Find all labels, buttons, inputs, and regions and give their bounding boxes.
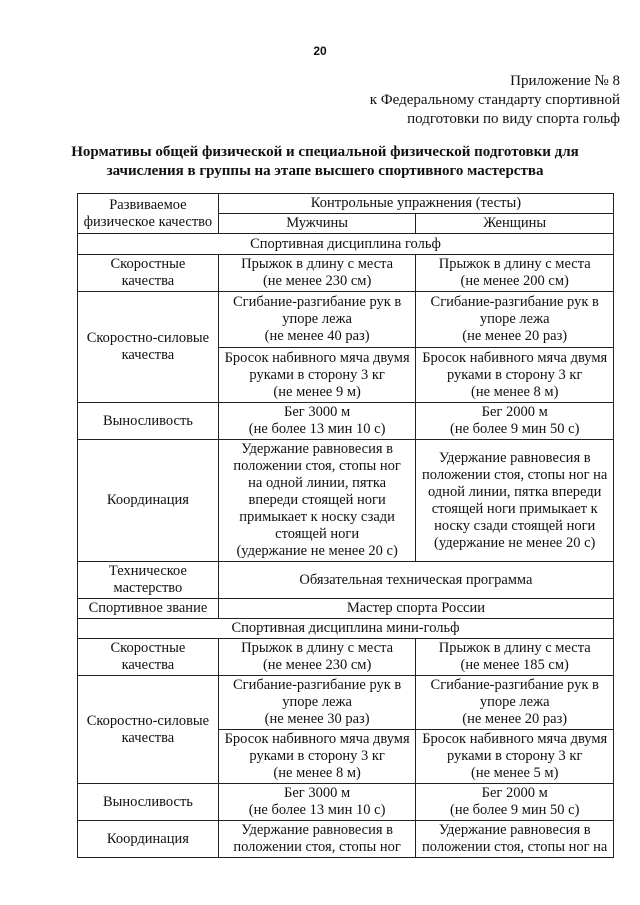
section-title-golf: Спортивная дисциплина гольф (78, 234, 614, 255)
men-norm-cell: Сгибание-разгибание рук в упоре лежа (не менее 30 раз) (218, 676, 416, 730)
women-norm-cell: Прыжок в длину с места (не менее 185 см) (416, 639, 614, 676)
women-norm-cell: Удержание равновесия в положении стоя, стопы ног на одной линии, пятка впереди стоящей ноги примыкает к носку сзади стоящей ноги (удержание не менее 20 с) (416, 440, 614, 562)
section-row (78, 234, 614, 255)
quality-cell: Координация (78, 821, 219, 858)
men-norm-cell: Сгибание-разгибание рук в упоре лежа (не менее 40 раз) (218, 292, 416, 348)
women-norm-cell: Сгибание-разгибание рук в упоре лежа (не менее 20 раз) (416, 676, 614, 730)
document-title (60, 143, 590, 181)
table-row (78, 292, 614, 348)
table-row (78, 639, 614, 676)
men-norm-cell: Удержание равновесия в положении стоя, стопы ног на одной линии, пятка впереди стоящей ноги примыкает к носку сзади стоящей ноги (удержание не менее 20 с) (218, 440, 416, 562)
men-norm-cell: Бег 3000 м (не более 13 мин 10 с) (218, 784, 416, 821)
table-row (78, 403, 614, 440)
men-norm-cell: Прыжок в длину с места (не менее 230 см) (218, 639, 416, 676)
table-row (78, 821, 614, 858)
appendix-line: к Федеральному стандарту спортивной (369, 92, 620, 108)
quality-cell: Координация (78, 440, 219, 562)
header-quality: Развиваемое физическое качество (78, 194, 219, 234)
table-header-row (78, 194, 614, 214)
women-norm-cell: Прыжок в длину с места (не менее 200 см) (416, 255, 614, 292)
page-number: 20 (313, 44, 327, 58)
header-women: Женщины (416, 214, 614, 234)
quality-cell: Техническое мастерство (78, 562, 219, 599)
table-row (78, 676, 614, 730)
header-men: Мужчины (218, 214, 416, 234)
table-row (78, 599, 614, 619)
technique-value-cell: Обязательная техническая программа (218, 562, 613, 599)
appendix-header (370, 72, 620, 129)
quality-cell: Скоростные качества (78, 639, 219, 676)
women-norm-cell: Бег 2000 м (не более 9 мин 50 с) (416, 784, 614, 821)
section-row (78, 619, 614, 639)
men-norm-cell: Прыжок в длину с места (не менее 230 см) (218, 255, 416, 292)
quality-cell: Выносливость (78, 403, 219, 440)
title-line: зачисления в группы на этапе высшего спортивного мастерства (106, 163, 544, 179)
men-norm-cell: Бег 3000 м (не более 13 мин 10 с) (218, 403, 416, 440)
quality-cell: Скоростно-силовые качества (78, 676, 219, 784)
appendix-line: Приложение № 8 (510, 73, 620, 89)
men-norm-cell: Бросок набивного мяча двумя руками в сторону 3 кг (не менее 9 м) (218, 348, 416, 403)
women-norm-cell: Сгибание-разгибание рук в упоре лежа (не менее 20 раз) (416, 292, 614, 348)
rank-value-cell: Мастер спорта России (218, 599, 613, 619)
table-row (78, 440, 614, 562)
women-norm-cell: Бросок набивного мяча двумя руками в сторону 3 кг (не менее 5 м) (416, 730, 614, 784)
quality-cell: Скоростные качества (78, 255, 219, 292)
table-row (78, 255, 614, 292)
women-norm-cell: Бросок набивного мяча двумя руками в сторону 3 кг (не менее 8 м) (416, 348, 614, 403)
quality-cell: Выносливость (78, 784, 219, 821)
table-row (78, 784, 614, 821)
men-norm-cell: Бросок набивного мяча двумя руками в сторону 3 кг (не менее 8 м) (218, 730, 416, 784)
quality-cell: Спортивное звание (78, 599, 219, 619)
men-norm-cell: Удержание равновесия в положении стоя, стопы ног (218, 821, 416, 858)
women-norm-cell: Удержание равновесия в положении стоя, стопы ног на (416, 821, 614, 858)
header-tests: Контрольные упражнения (тесты) (218, 194, 613, 214)
section-title-minigolf: Спортивная дисциплина мини-гольф (78, 619, 614, 639)
standards-table (77, 193, 614, 858)
women-norm-cell: Бег 2000 м (не более 9 мин 50 с) (416, 403, 614, 440)
quality-cell: Скоростно-силовые качества (78, 292, 219, 403)
title-line: Нормативы общей физической и специальной физической подготовки для (71, 144, 579, 160)
appendix-line: подготовки по виду спорта гольф (407, 111, 620, 127)
table-row (78, 562, 614, 599)
